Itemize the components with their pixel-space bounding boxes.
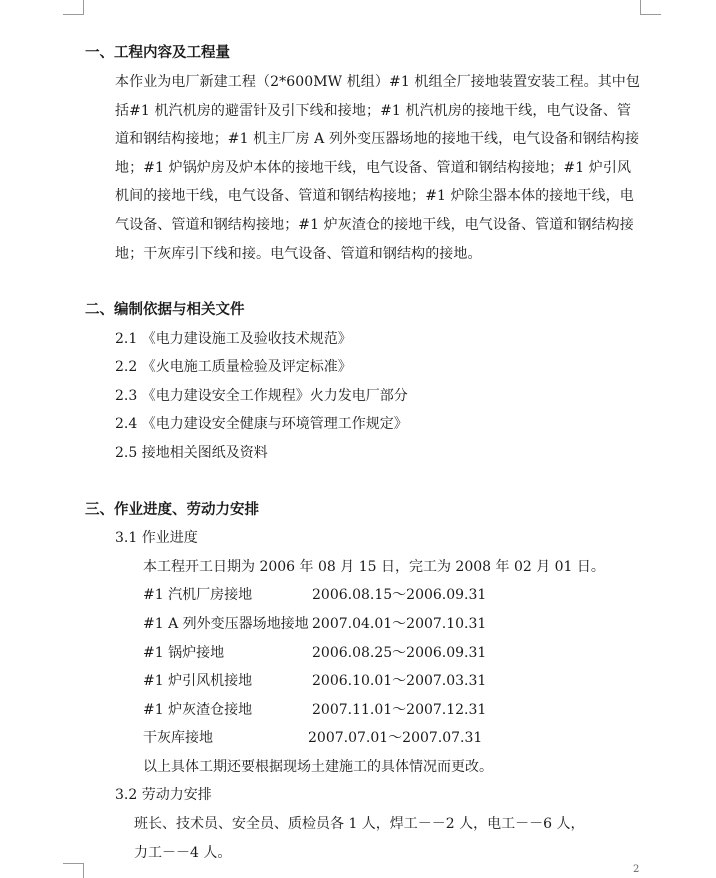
schedule-dates: 2006.08.15～2006.09.31 [312, 587, 487, 603]
schedule-task: 干灰库接地 [143, 730, 213, 746]
reference-item: 2.5 接地相关图纸及资料 [115, 445, 268, 461]
subsection-3-2-title: 3.2 劳动力安排 [115, 787, 212, 803]
section-2-heading: 二、编制依据与相关文件 [85, 301, 245, 318]
section-1-paragraph: 本作业为电厂新建工程（2*600MW 机组）#1 机组全厂接地装置安装工程。其中包括#1 机汽机房的避雷针及引下线和接地；#1 机汽机房的接地干线，电气设备、管道和钢结构接地；#1 机主厂房 A 列外变压器场地的接地干线，电气设备和钢结构接地；#1 炉锅炉房及炉本体的接地干线，电气设备、管道和钢结构接地；#1 炉引风机间的接地干线，电气设备、管道和钢结构接地；#1 炉除尘器本体的接地干线，电气设备、管道和钢结构接地；#1 炉灰渣仓的接地干线，电气设备、管道和钢结构接地；干灰库引下线和接。电气设备、管道和钢结构的接地。 [115, 74, 640, 262]
schedule-task: #1 汽机厂房接地 [143, 587, 253, 603]
crop-mark-bottom-left [63, 863, 84, 878]
schedule-intro: 本工程开工日期为 2006 年 08 月 15 日，完工为 2008 年 02 月 01 日。 [143, 559, 605, 575]
reference-item: 2.1 《电力建设施工及验收技术规范》 [115, 331, 352, 347]
crop-mark-top-right [640, 0, 661, 15]
schedule-task: #1 A 列外变压器场地接地 [143, 616, 309, 632]
schedule-task: #1 炉引风机接地 [143, 673, 253, 689]
reference-item: 2.4 《电力建设安全健康与环境管理工作规定》 [115, 416, 408, 432]
schedule-dates: 2006.08.25～2006.09.31 [312, 645, 487, 661]
schedule-dates: 2007.04.01～2007.10.31 [312, 616, 487, 632]
subsection-3-1-title: 3.1 作业进度 [115, 530, 198, 546]
schedule-task: #1 锅炉接地 [143, 645, 225, 661]
section-3-heading: 三、作业进度、劳动力安排 [85, 501, 259, 518]
page-number: 2 [633, 864, 640, 875]
reference-item: 2.3 《电力建设安全工作规程》火力发电厂部分 [115, 388, 408, 404]
schedule-dates: 2007.11.01～2007.12.31 [312, 702, 487, 718]
schedule-dates: 2006.10.01～2007.03.31 [312, 673, 487, 689]
labor-line: 力工－－4 人。 [134, 845, 232, 861]
crop-mark-top-left [63, 0, 84, 15]
schedule-note: 以上具体工期还要根据现场土建施工的具体情况而更改。 [143, 759, 493, 775]
schedule-task: #1 炉灰渣仓接地 [143, 702, 253, 718]
section-1-heading: 一、工程内容及工程量 [85, 44, 230, 61]
schedule-dates: 2007.07.01～2007.07.31 [308, 730, 483, 746]
reference-item: 2.2 《火电施工质量检验及评定标准》 [115, 359, 352, 375]
labor-line: 班长、技术员、安全员、质检员各 1 人，焊工－－2 人，电工－－6 人， [134, 816, 585, 832]
